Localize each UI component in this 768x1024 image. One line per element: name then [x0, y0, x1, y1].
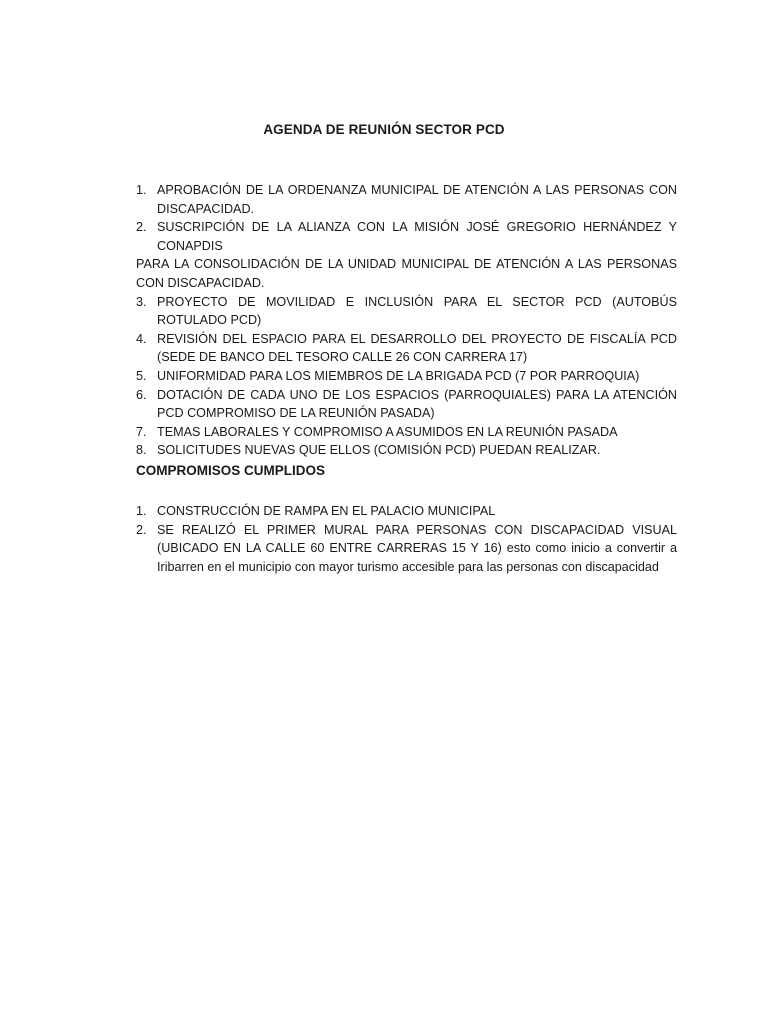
item-text: REVISIÓN DEL ESPACIO PARA EL DESARROLLO DEL PROYECTO DE FISCALÍA PCD (SEDE DE BANCO DEL TESORO CALLE 26 CON CARRERA 17): [157, 331, 677, 365]
item-number: 4.: [136, 331, 147, 346]
list-item: [136, 502, 677, 521]
item-text: TEMAS LABORALES Y COMPROMISO A ASUMIDOS EN LA REUNIÓN PASADA: [157, 424, 618, 439]
list-item: [136, 441, 677, 460]
compromisos-list: [136, 502, 677, 576]
list-item: [136, 293, 677, 330]
item-text: PROYECTO DE MOVILIDAD E INCLUSIÓN PARA EL SECTOR PCD (AUTOBÚS ROTULADO PCD): [157, 294, 677, 328]
item-number: 2.: [136, 220, 147, 235]
item-number: 6.: [136, 387, 147, 402]
item-text: CONSTRUCCIÓN DE RAMPA EN EL PALACIO MUNICIPAL: [157, 504, 496, 518]
item-text: APROBACIÓN DE LA ORDENANZA MUNICIPAL DE ATENCIÓN A LAS PERSONAS CON DISCAPACIDAD.: [157, 183, 677, 216]
document-title: AGENDA DE REUNIÓN SECTOR PCD: [263, 122, 505, 137]
item-number: 5.: [136, 368, 147, 383]
agenda-list: [136, 181, 677, 460]
list-item: [136, 386, 677, 423]
item-text: SOLICITUDES NUEVAS QUE ELLOS (COMISIÓN PCD) PUEDAN REALIZAR.: [157, 443, 601, 458]
list-item: [136, 521, 677, 577]
item-number: 1.: [136, 183, 147, 197]
list-item: [136, 181, 677, 218]
item-text: SE REALIZÓ EL PRIMER MURAL PARA PERSONAS CON DISCAPACIDAD VISUAL (UBICADO EN LA CALLE 60 ENTRE CARRERAS 15 Y 16) esto como inicio a convertir a Iribarren en el municipio con mayor turismo accesible para las personas con discapacidad: [157, 522, 677, 574]
item-number: 7.: [136, 424, 147, 439]
list-item: [136, 423, 677, 442]
item-number: 2.: [136, 522, 147, 537]
item-number: 8.: [136, 443, 147, 458]
list-item: [136, 330, 677, 367]
item-continuation: PARA LA CONSOLIDACIÓN DE LA UNIDAD MUNICIPAL DE ATENCIÓN A LAS PERSONAS CON DISCAPACIDAD.: [136, 257, 677, 290]
list-item: [136, 367, 677, 386]
section-heading-compromisos: COMPROMISOS CUMPLIDOS: [136, 463, 326, 478]
item-text: DOTACIÓN DE CADA UNO DE LOS ESPACIOS (PARROQUIALES) PARA LA ATENCIÓN PCD COMPROMISO DE LA REUNIÓN PASADA): [157, 387, 677, 421]
item-text: SUSCRIPCIÓN DE LA ALIANZA CON LA MISIÓN JOSÉ GREGORIO HERNÁNDEZ Y CONAPDIS: [157, 220, 677, 253]
item-number: 1.: [136, 504, 147, 518]
item-number: 3.: [136, 294, 147, 309]
item-text: UNIFORMIDAD PARA LOS MIEMBROS DE LA BRIGADA PCD (7 POR PARROQUIA): [157, 368, 640, 383]
list-item: [136, 218, 677, 255]
